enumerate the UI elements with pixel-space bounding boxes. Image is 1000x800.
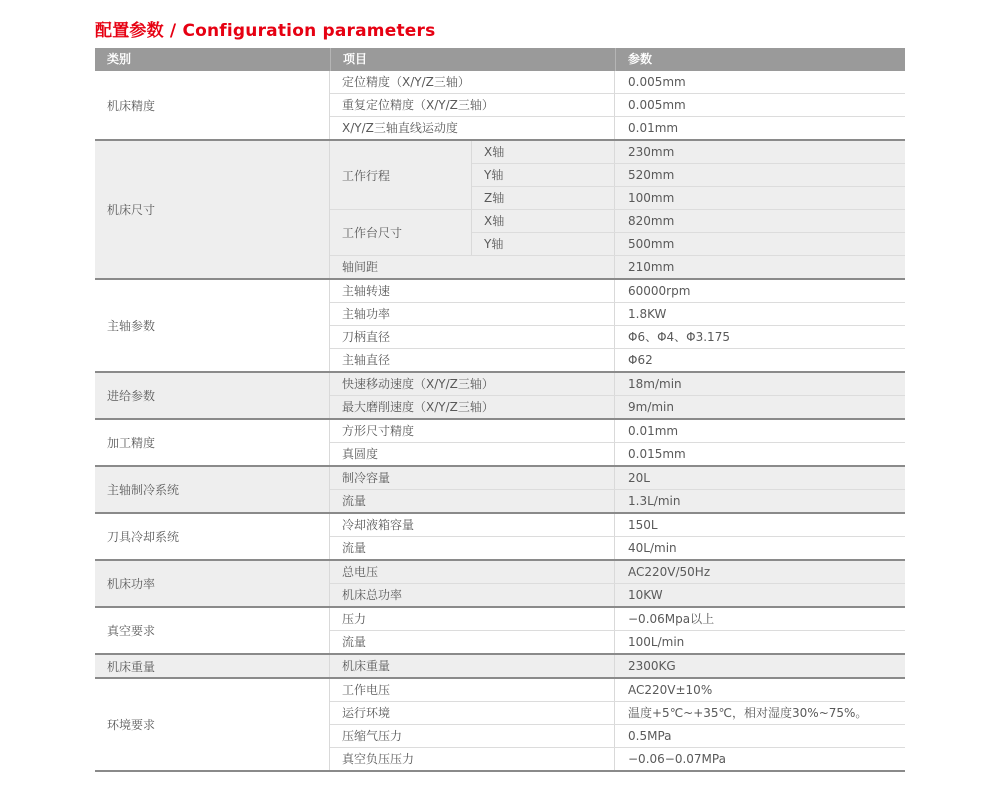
item-cell: 真圆度 bbox=[330, 443, 615, 465]
table-row bbox=[330, 724, 905, 747]
item-cell: 刀柄直径 bbox=[330, 326, 615, 348]
header-parameter: 参数 bbox=[615, 48, 905, 71]
category-rows bbox=[330, 561, 905, 606]
category-rows bbox=[330, 71, 905, 139]
item-cell: 轴间距 bbox=[330, 256, 615, 278]
category-block bbox=[95, 278, 905, 371]
item-cell: 主轴转速 bbox=[330, 280, 615, 302]
item-cell: 定位精度（X/Y/Z三轴） bbox=[330, 71, 615, 93]
item-cell: 流量 bbox=[330, 631, 615, 653]
category-rows bbox=[330, 679, 905, 770]
item-group-label: 工作台尺寸 bbox=[330, 210, 472, 255]
category-block bbox=[95, 677, 905, 770]
category-cell: 主轴制冷系统 bbox=[95, 467, 330, 512]
category-cell: 环境要求 bbox=[95, 679, 330, 770]
page-title: 配置参数 / Configuration parameters bbox=[95, 21, 436, 41]
parameter-value-cell: 18m/min bbox=[628, 377, 682, 391]
item-cell: 总电压 bbox=[330, 561, 615, 583]
table-row bbox=[330, 536, 905, 559]
parameter-value-cell: 20L bbox=[628, 471, 650, 485]
item-cell: 最大磨削速度（X/Y/Z三轴） bbox=[330, 396, 615, 418]
item-subrows bbox=[472, 210, 905, 255]
table-row bbox=[330, 679, 905, 701]
parameter-value-cell: 60000rpm bbox=[628, 284, 691, 298]
parameter-value-cell: 2300KG bbox=[628, 659, 676, 673]
item-cell: 压缩气压力 bbox=[330, 725, 615, 747]
category-rows bbox=[330, 141, 905, 278]
category-cell: 进给参数 bbox=[95, 373, 330, 418]
table-row bbox=[330, 561, 905, 583]
parameter-value-cell: 520mm bbox=[628, 168, 675, 182]
table-row bbox=[472, 163, 905, 186]
parameter-value-cell: 1.8KW bbox=[628, 307, 667, 321]
parameter-value-cell: 0.015mm bbox=[628, 447, 686, 461]
table-row bbox=[472, 210, 905, 232]
parameter-value-cell: 500mm bbox=[628, 237, 675, 251]
parameter-value-cell: 230mm bbox=[628, 145, 675, 159]
table-row bbox=[330, 116, 905, 139]
parameter-value-cell: 150L bbox=[628, 518, 658, 532]
item-cell: 主轴功率 bbox=[330, 303, 615, 325]
category-rows bbox=[330, 514, 905, 559]
table-row bbox=[330, 489, 905, 512]
parameter-value-cell: −0.06Mpa以上 bbox=[628, 612, 715, 626]
header-item: 项目 bbox=[330, 48, 615, 71]
item-cell: 快速移动速度（X/Y/Z三轴） bbox=[330, 373, 615, 395]
parameter-value-cell: 40L/min bbox=[628, 541, 677, 555]
category-rows bbox=[330, 280, 905, 371]
item-cell: 压力 bbox=[330, 608, 615, 630]
parameter-value-cell: 1.3L/min bbox=[628, 494, 681, 508]
category-cell: 主轴参数 bbox=[95, 280, 330, 371]
table-row bbox=[330, 280, 905, 302]
category-block bbox=[95, 418, 905, 465]
item-cell: 工作电压 bbox=[330, 679, 615, 701]
item-cell: 重复定位精度（X/Y/Z三轴） bbox=[330, 94, 615, 116]
category-cell: 机床尺寸 bbox=[95, 141, 330, 278]
parameter-value-cell: Φ6、Φ4、Φ3.175 bbox=[628, 330, 730, 344]
item-cell: 主轴直径 bbox=[330, 349, 615, 371]
parameter-value-cell: AC220V/50Hz bbox=[628, 565, 711, 579]
sub-item-cell: X轴 bbox=[472, 141, 615, 163]
parameter-value-cell: 10KW bbox=[628, 588, 663, 602]
parameter-value-cell: 100L/min bbox=[628, 635, 685, 649]
table-body bbox=[95, 71, 905, 770]
table-row bbox=[330, 747, 905, 770]
sub-item-cell: Z轴 bbox=[472, 187, 615, 209]
category-block bbox=[95, 512, 905, 559]
item-cell: 运行环境 bbox=[330, 702, 615, 724]
category-cell: 机床功率 bbox=[95, 561, 330, 606]
item-cell: 真空负压压力 bbox=[330, 748, 615, 770]
item-group bbox=[330, 141, 905, 209]
item-group-label: 工作行程 bbox=[330, 141, 472, 209]
parameter-value-cell: 9m/min bbox=[628, 400, 674, 414]
category-block bbox=[95, 606, 905, 653]
configuration-parameters-table bbox=[95, 48, 905, 772]
header-category: 类别 bbox=[107, 52, 132, 66]
table-header-row bbox=[95, 48, 905, 71]
table-row bbox=[472, 232, 905, 255]
category-rows bbox=[330, 608, 905, 653]
category-cell: 真空要求 bbox=[95, 608, 330, 653]
table-row bbox=[330, 701, 905, 724]
item-cell: 冷却液箱容量 bbox=[330, 514, 615, 536]
sub-item-cell: X轴 bbox=[472, 210, 615, 232]
category-block bbox=[95, 71, 905, 139]
table-row bbox=[330, 514, 905, 536]
table-row bbox=[330, 373, 905, 395]
parameter-value-cell: 0.005mm bbox=[628, 75, 686, 89]
table-row bbox=[330, 71, 905, 93]
category-rows bbox=[330, 420, 905, 465]
item-subrows bbox=[472, 141, 905, 209]
category-cell: 机床重量 bbox=[95, 655, 330, 677]
category-block bbox=[95, 371, 905, 418]
parameter-value-cell: 100mm bbox=[628, 191, 675, 205]
parameter-value-cell: 温度+5℃~+35℃，相对湿度30%~75%。 bbox=[628, 706, 868, 720]
table-row bbox=[330, 442, 905, 465]
category-cell: 加工精度 bbox=[95, 420, 330, 465]
item-cell: X/Y/Z三轴直线运动度 bbox=[330, 117, 615, 139]
table-row bbox=[330, 467, 905, 489]
table-row bbox=[330, 583, 905, 606]
table-row bbox=[330, 302, 905, 325]
table-row bbox=[472, 186, 905, 209]
table-row bbox=[330, 348, 905, 371]
item-cell: 制冷容量 bbox=[330, 467, 615, 489]
parameter-value-cell: 0.01mm bbox=[628, 121, 679, 135]
table-row bbox=[330, 395, 905, 418]
table-row bbox=[330, 325, 905, 348]
category-block bbox=[95, 139, 905, 278]
category-block bbox=[95, 465, 905, 512]
table-row bbox=[330, 93, 905, 116]
parameter-value-cell: 0.01mm bbox=[628, 424, 679, 438]
table-row bbox=[330, 655, 905, 677]
parameter-value-cell: 210mm bbox=[628, 260, 675, 274]
table-row bbox=[472, 141, 905, 163]
category-rows bbox=[330, 373, 905, 418]
category-block bbox=[95, 653, 905, 677]
table-row bbox=[330, 608, 905, 630]
sub-item-cell: Y轴 bbox=[472, 233, 615, 255]
category-rows bbox=[330, 467, 905, 512]
item-cell: 机床总功率 bbox=[330, 584, 615, 606]
item-cell: 流量 bbox=[330, 537, 615, 559]
category-rows bbox=[330, 655, 905, 677]
table-row bbox=[330, 630, 905, 653]
item-cell: 流量 bbox=[330, 490, 615, 512]
sub-item-cell: Y轴 bbox=[472, 164, 615, 186]
category-block bbox=[95, 559, 905, 606]
table-row bbox=[330, 420, 905, 442]
parameter-value-cell: Φ62 bbox=[628, 353, 653, 367]
item-cell: 方形尺寸精度 bbox=[330, 420, 615, 442]
table-row bbox=[330, 255, 905, 278]
parameter-value-cell: 0.5MPa bbox=[628, 729, 672, 743]
item-group bbox=[330, 209, 905, 255]
category-cell: 机床精度 bbox=[95, 71, 330, 139]
parameter-value-cell: 0.005mm bbox=[628, 98, 686, 112]
parameter-value-cell: AC220V±10% bbox=[628, 683, 713, 697]
item-cell: 机床重量 bbox=[330, 655, 615, 677]
parameter-value-cell: −0.06−0.07MPa bbox=[628, 752, 726, 766]
category-cell: 刀具冷却系统 bbox=[95, 514, 330, 559]
parameter-value-cell: 820mm bbox=[628, 214, 675, 228]
